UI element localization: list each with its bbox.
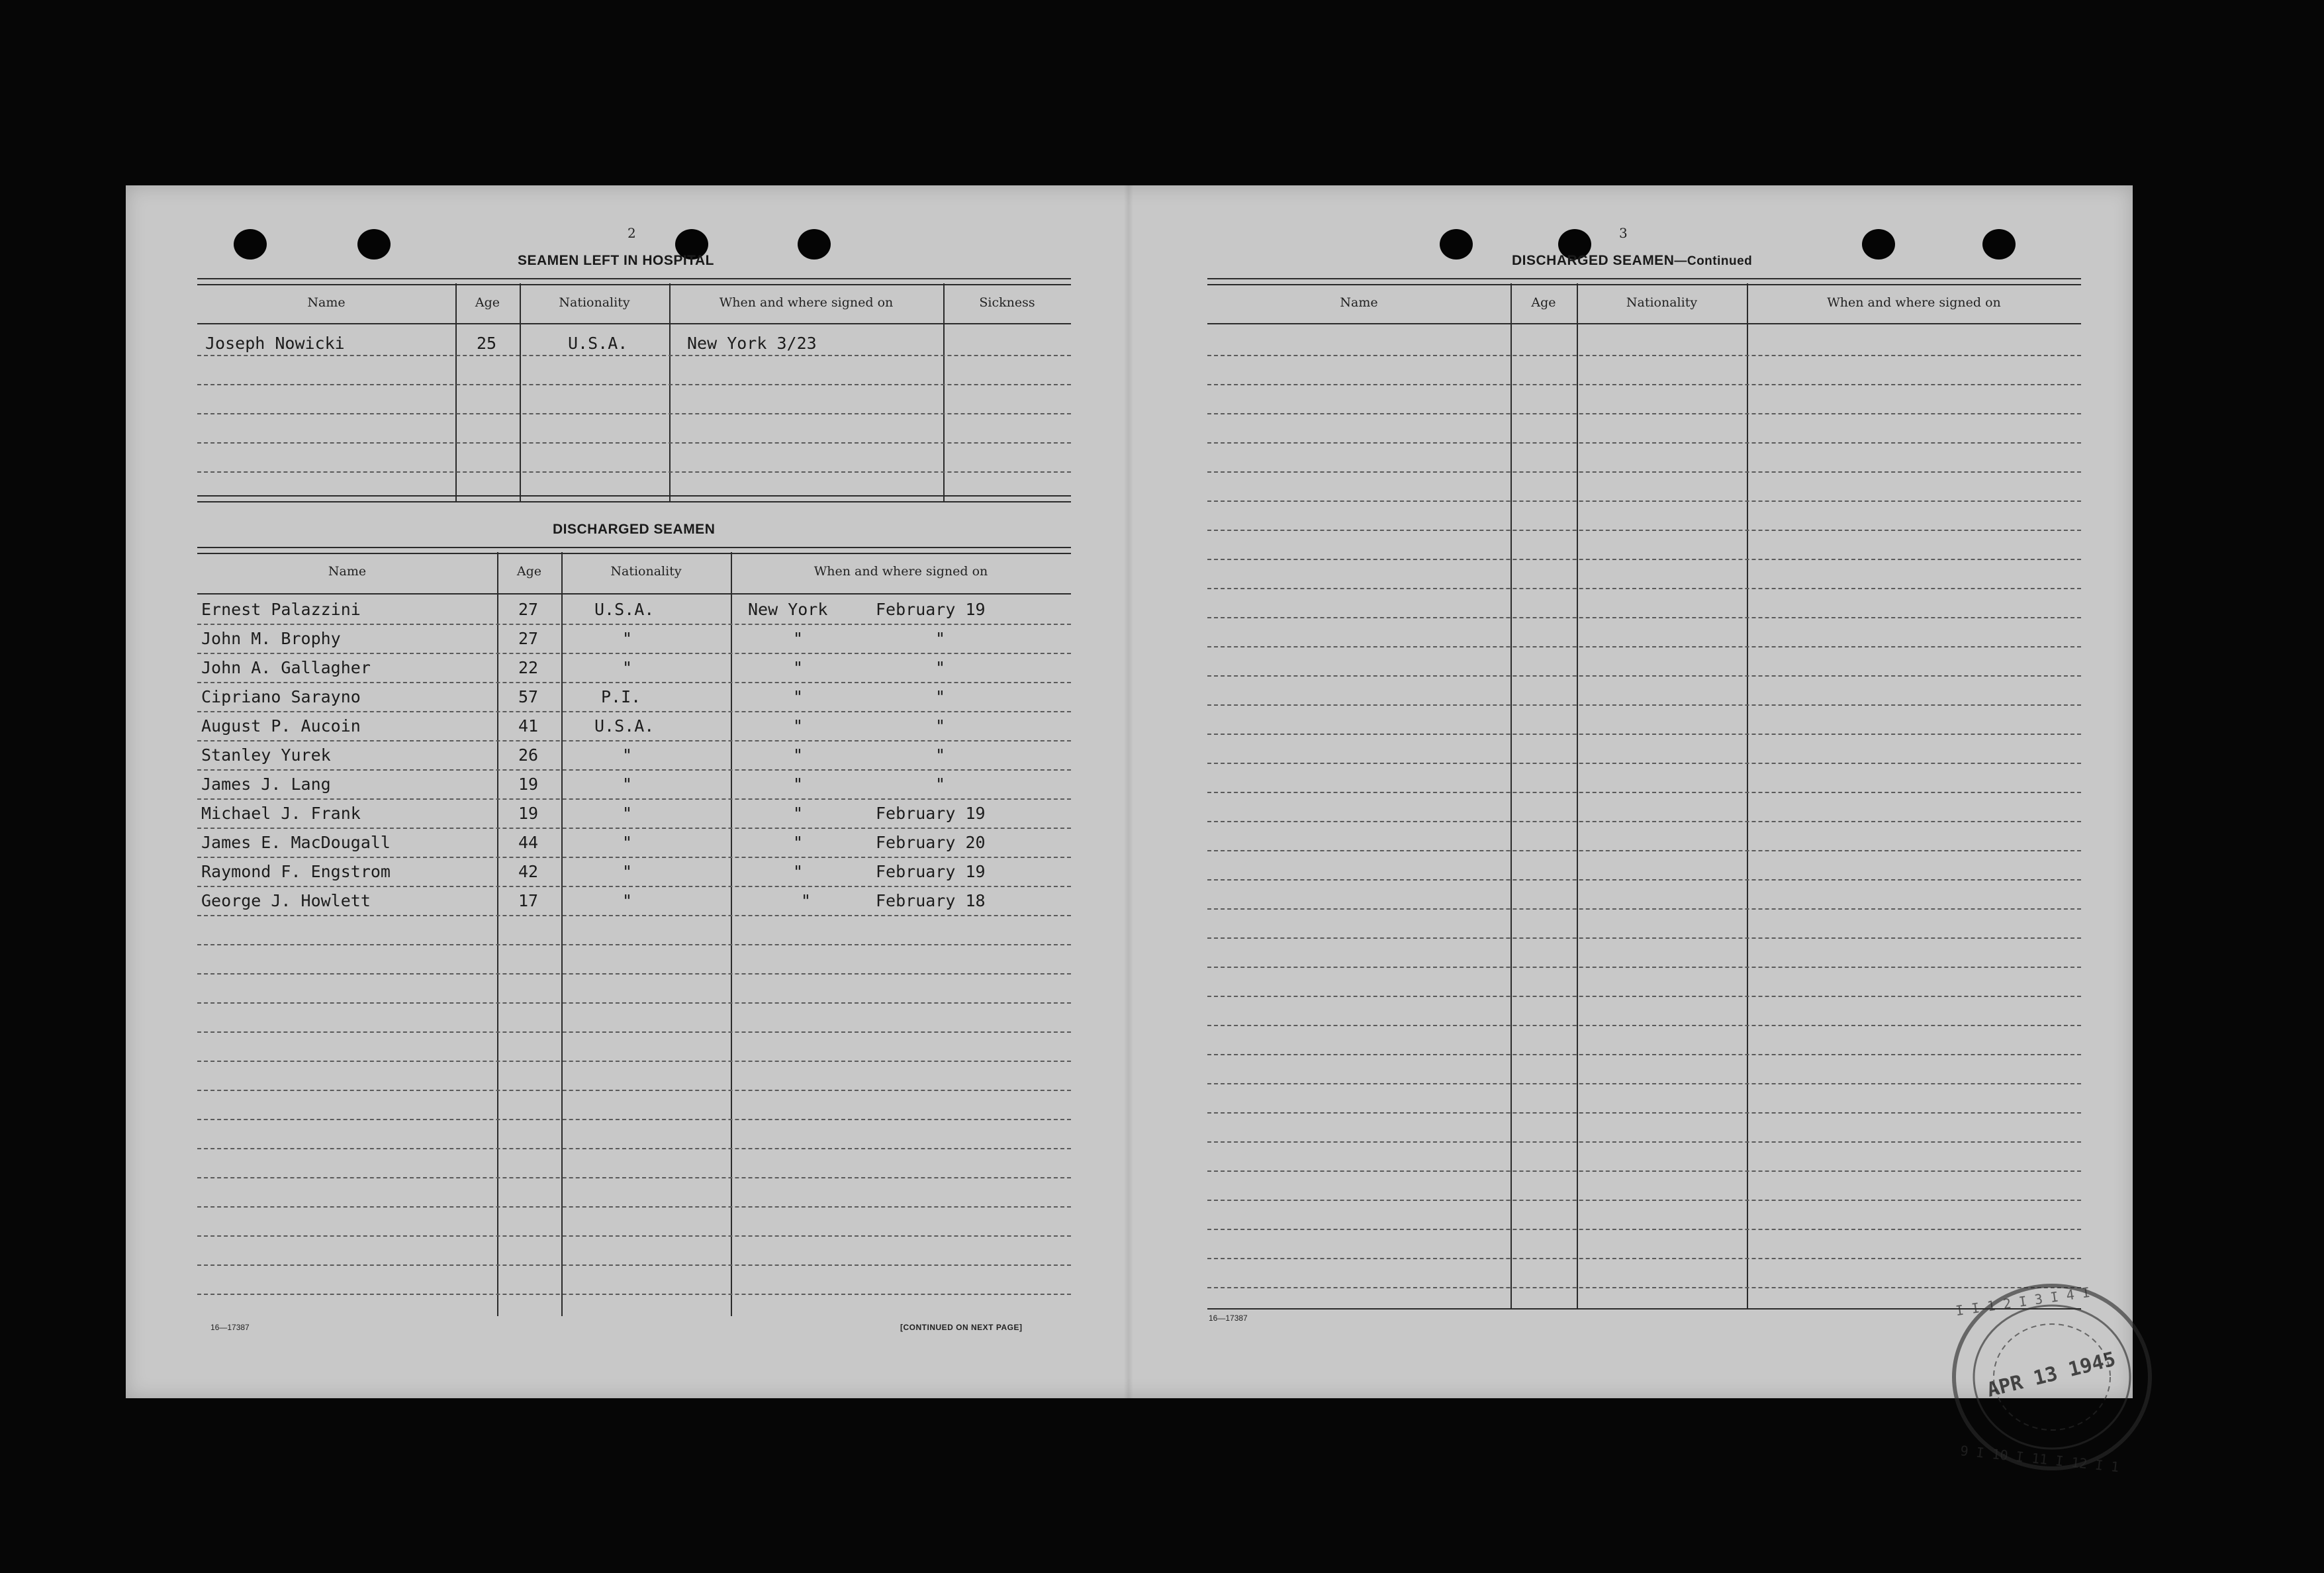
ruled-line bbox=[1207, 763, 2081, 764]
cell-nationality: U.S.A. bbox=[594, 600, 655, 619]
title-main: DISCHARGED SEAMEN bbox=[1512, 253, 1675, 268]
form-number: 16—17387 bbox=[1209, 1313, 1248, 1323]
ruled-line bbox=[197, 915, 1071, 916]
cell-place: " bbox=[793, 745, 804, 765]
punch-hole bbox=[357, 229, 391, 260]
cell-nationality: " bbox=[622, 745, 633, 765]
cell-name: Ernest Palazzini bbox=[201, 600, 361, 619]
ruled-line bbox=[197, 1031, 1071, 1033]
ruled-line bbox=[197, 1119, 1071, 1120]
svg-text:I I 1 2 I 3 I 4 I: I I 1 2 I 3 I 4 I bbox=[1955, 1284, 2092, 1319]
cell-name: Cipriano Sarayno bbox=[201, 687, 361, 706]
column-header-age: Age bbox=[1531, 295, 1556, 310]
ruled-line bbox=[1207, 646, 2081, 647]
ruled-line bbox=[1207, 559, 2081, 560]
ruled-line bbox=[197, 1235, 1071, 1237]
column-header-sickness: Sickness bbox=[979, 295, 1035, 310]
cell-nationality: " bbox=[622, 862, 633, 881]
cell-age: 27 bbox=[518, 629, 539, 648]
ruled-line bbox=[197, 711, 1071, 712]
cell-place: " bbox=[801, 891, 812, 910]
cell-place: " bbox=[793, 833, 804, 852]
column-header-nationality: Nationality bbox=[610, 564, 682, 579]
ruled-line bbox=[197, 1002, 1071, 1004]
cell-place: " bbox=[793, 687, 804, 706]
cell-nationality: " bbox=[622, 804, 633, 823]
ruled-line bbox=[197, 1090, 1071, 1091]
cell-age: 41 bbox=[518, 716, 539, 736]
cell-name: John A. Gallagher bbox=[201, 658, 371, 677]
ruled-line bbox=[1207, 879, 2081, 881]
cell-date: February 18 bbox=[876, 891, 986, 910]
cell-name: August P. Aucoin bbox=[201, 716, 361, 736]
cell-age: 26 bbox=[518, 745, 539, 765]
ruled-line bbox=[1207, 355, 2081, 356]
cell-age: 19 bbox=[518, 775, 539, 794]
cell-age: 44 bbox=[518, 833, 539, 852]
stamp-date: APR 13 1945 bbox=[1984, 1347, 2118, 1402]
ruled-line bbox=[197, 769, 1071, 771]
cell-age: 19 bbox=[518, 804, 539, 823]
column-header-signed-on: When and where signed on bbox=[719, 295, 894, 310]
cell-age: 17 bbox=[518, 891, 539, 910]
punch-hole bbox=[1862, 229, 1895, 260]
ruled-line bbox=[1207, 384, 2081, 385]
ruled-line bbox=[197, 624, 1071, 625]
ruled-line bbox=[1207, 967, 2081, 968]
ruled-line bbox=[1207, 704, 2081, 706]
ruled-line bbox=[1207, 1141, 2081, 1143]
column-header-name: Name bbox=[328, 564, 367, 579]
cell-place: " bbox=[793, 629, 804, 648]
ruled-line bbox=[197, 944, 1071, 945]
cell-nationality: U.S.A. bbox=[594, 716, 655, 736]
ruled-line bbox=[197, 886, 1071, 887]
cell-age: 57 bbox=[518, 687, 539, 706]
column-header-nationality: Nationality bbox=[559, 295, 630, 310]
cell-age: 22 bbox=[518, 658, 539, 677]
ruled-line bbox=[1207, 1112, 2081, 1114]
ruled-line bbox=[197, 1294, 1071, 1295]
column-header-nationality: Nationality bbox=[1626, 295, 1698, 310]
received-stamp bbox=[1946, 1278, 2158, 1476]
cell-place: " bbox=[793, 804, 804, 823]
ruled-line bbox=[1207, 792, 2081, 793]
discharged-continued-table bbox=[1207, 278, 2081, 1311]
ruled-line bbox=[197, 1061, 1071, 1062]
cell-nationality: " bbox=[622, 629, 633, 648]
ruled-line bbox=[1207, 1083, 2081, 1084]
column-header-signed-on: When and where signed on bbox=[1827, 295, 2001, 310]
discharged-section-title: DISCHARGED SEAMEN bbox=[553, 522, 716, 537]
ruled-line bbox=[1207, 850, 2081, 851]
cell-name: Joseph Nowicki bbox=[205, 334, 345, 353]
ruled-line bbox=[197, 1264, 1071, 1266]
punch-hole bbox=[1982, 229, 2016, 260]
column-header-name: Name bbox=[1340, 295, 1378, 310]
cell-date: February 19 bbox=[876, 804, 986, 823]
column-header-name: Name bbox=[307, 295, 346, 310]
cell-date: " bbox=[935, 716, 946, 736]
cell-date: " bbox=[935, 745, 946, 765]
cell-name: Raymond F. Engstrom bbox=[201, 862, 391, 881]
ruled-line bbox=[1207, 442, 2081, 444]
cell-date: " bbox=[935, 658, 946, 677]
ruled-line bbox=[197, 1206, 1071, 1208]
ruled-line bbox=[197, 1177, 1071, 1178]
cell-place: " bbox=[793, 716, 804, 736]
cell-date: February 20 bbox=[876, 833, 986, 852]
cell-date: " bbox=[935, 687, 946, 706]
ruled-line bbox=[1207, 1054, 2081, 1055]
hospital-section-title: SEAMEN LEFT IN HOSPITAL bbox=[518, 253, 714, 268]
ruled-line bbox=[1207, 1025, 2081, 1026]
ruled-line bbox=[1207, 821, 2081, 822]
column-header-age: Age bbox=[475, 295, 500, 310]
cell-name: James J. Lang bbox=[201, 775, 331, 794]
punch-hole bbox=[1440, 229, 1473, 260]
punch-hole bbox=[798, 229, 831, 260]
cell-nationality: " bbox=[622, 775, 633, 794]
ruled-line bbox=[197, 653, 1071, 654]
cell-date: " bbox=[935, 629, 946, 648]
cell-nationality: U.S.A. bbox=[568, 334, 628, 353]
hospital-table bbox=[197, 278, 1071, 503]
cell-nationality: " bbox=[622, 658, 633, 677]
ruled-line bbox=[1207, 588, 2081, 589]
cell-place: " bbox=[793, 658, 804, 677]
ruled-line bbox=[197, 740, 1071, 741]
cell-age: 25 bbox=[477, 334, 497, 353]
ruled-line bbox=[1207, 937, 2081, 939]
ruled-line bbox=[1207, 734, 2081, 735]
ruled-line bbox=[1207, 530, 2081, 531]
cell-age: 42 bbox=[518, 862, 539, 881]
cell-place: " bbox=[793, 862, 804, 881]
cell-signed-on: New York 3/23 bbox=[687, 334, 817, 353]
ruled-line bbox=[197, 1148, 1071, 1149]
cell-date: February 19 bbox=[876, 600, 986, 619]
discharged-table bbox=[197, 547, 1071, 1317]
svg-text:9 I 10 I 11 I 12 I 1: 9 I 10 I 11 I 12 I 1 bbox=[1959, 1443, 2120, 1476]
ruled-line bbox=[1207, 617, 2081, 618]
cell-name: George J. Howlett bbox=[201, 891, 371, 910]
ruled-line bbox=[197, 828, 1071, 829]
ruled-line bbox=[1207, 1170, 2081, 1172]
ruled-line bbox=[197, 973, 1071, 975]
ruled-line bbox=[1207, 501, 2081, 502]
ruled-line bbox=[197, 682, 1071, 683]
page-number: 2 bbox=[627, 225, 636, 241]
column-header-signed-on: When and where signed on bbox=[813, 564, 988, 579]
cell-nationality: P.I. bbox=[601, 687, 641, 706]
cell-nationality: " bbox=[622, 833, 633, 852]
ruled-line bbox=[1207, 1200, 2081, 1201]
punch-hole bbox=[234, 229, 267, 260]
cell-nationality: " bbox=[622, 891, 633, 910]
continued-note: [CONTINUED ON NEXT PAGE] bbox=[900, 1323, 1023, 1332]
document-sheet bbox=[126, 185, 2133, 1476]
cell-date: February 19 bbox=[876, 862, 986, 881]
cell-place: New York bbox=[748, 600, 828, 619]
cell-name: Stanley Yurek bbox=[201, 745, 331, 765]
ruled-line bbox=[1207, 908, 2081, 910]
left-page bbox=[126, 185, 1129, 1398]
cell-name: Michael J. Frank bbox=[201, 804, 361, 823]
ruled-line bbox=[1207, 1258, 2081, 1259]
ruled-line bbox=[197, 798, 1071, 800]
ruled-line bbox=[1207, 471, 2081, 473]
page-number: 3 bbox=[1619, 225, 1628, 241]
cell-name: John M. Brophy bbox=[201, 629, 341, 648]
cell-name: James E. MacDougall bbox=[201, 833, 391, 852]
form-number: 16—17387 bbox=[210, 1323, 250, 1332]
ruled-line bbox=[1207, 1229, 2081, 1230]
cell-date: " bbox=[935, 775, 946, 794]
right-page bbox=[1129, 185, 2133, 1398]
cell-place: " bbox=[793, 775, 804, 794]
ruled-line bbox=[1207, 996, 2081, 997]
ruled-line bbox=[1207, 675, 2081, 677]
ruled-line bbox=[197, 857, 1071, 858]
ruled-line bbox=[1207, 413, 2081, 414]
column-header-age: Age bbox=[516, 564, 542, 579]
cell-age: 27 bbox=[518, 600, 539, 619]
discharged-continued-title bbox=[1512, 253, 1752, 269]
title-suffix: —Continued bbox=[1674, 254, 1753, 268]
